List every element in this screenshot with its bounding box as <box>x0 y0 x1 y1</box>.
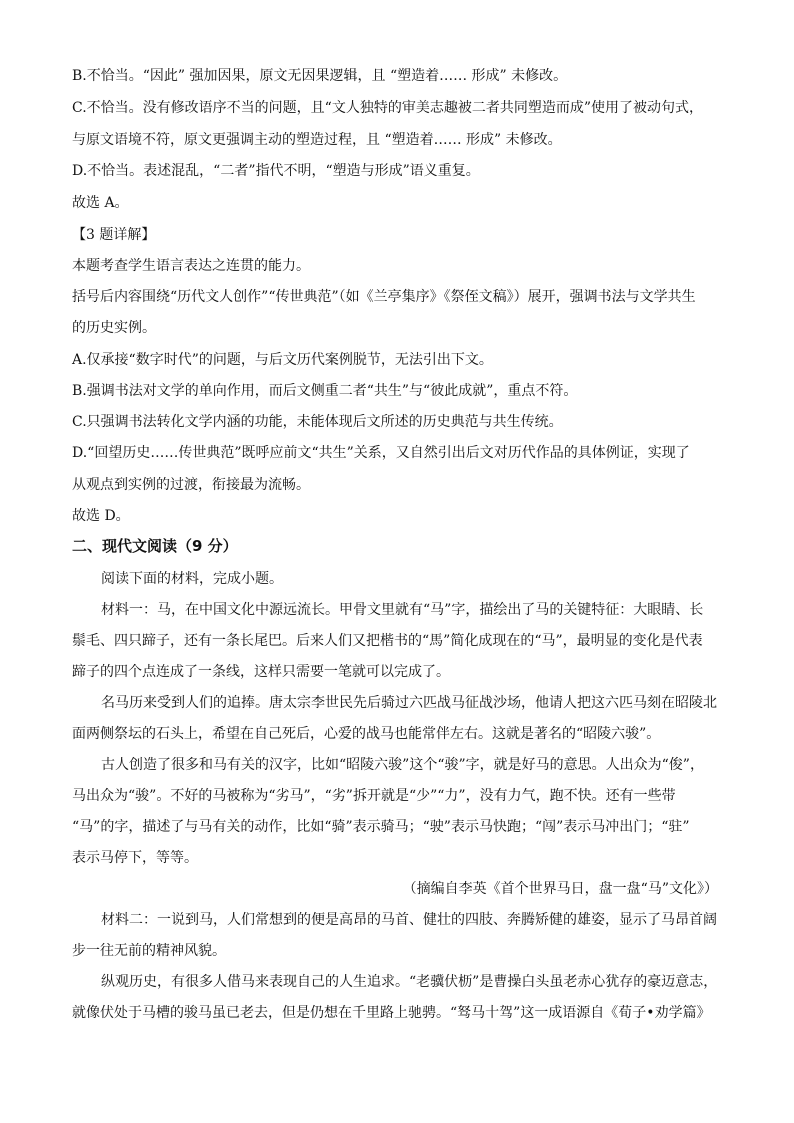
q3-option-d-line1: D.“回望历史……传世典范”既呼应前文“共生”关系，又自然引出后文对历代作品的具体例证，实现了 <box>72 445 690 461</box>
material1-para2-line2: 面两侧祭坛的石头上，希望在自己死后，心爱的战马也能常伴左右。这就是著名的“昭陵六骏”。 <box>72 726 661 742</box>
q3-option-c: C.只强调书法转化文学内涵的功能，未能体现后文所述的历史典范与共生传统。 <box>72 414 563 430</box>
question-3-intro: 本题考查学生语言表达之连贯的能力。 <box>72 258 310 274</box>
reading-instruction: 阅读下面的材料，完成小题。 <box>101 571 283 587</box>
section-title: 二、现代文阅读（9 分） <box>72 537 238 555</box>
q3-option-a: A.仅承接“数字时代”的问题，与后文历代案例脱节，无法引出下文。 <box>72 352 493 368</box>
material1-para1-line2: 鬃毛、四只蹄子，还有一条长尾巴。后来人们又把楷书的“馬”简化成现在的“马”，最明显的变化是代表 <box>72 633 703 649</box>
material2-para2-line2: 就像伏处于马槽的骏马虽已老去，但是仍想在千里路上驰骋。“驽马十驾”这一成语源自《荀子•劝学篇》 <box>72 1005 711 1021</box>
question-3-analysis-line2: 的历史实例。 <box>72 320 156 336</box>
material1-source: （摘编自李英《首个世界马日，盘一盘“马”文化》） <box>402 881 718 897</box>
material1-para3-line4: 表示马停下，等等。 <box>72 850 198 866</box>
option-c-analysis-line2: 与原文语境不符，原文更强调主动的塑造过程，且 “塑造着…… 形成” 未修改。 <box>72 132 562 148</box>
answer-choice-d: 故选 D。 <box>72 508 130 524</box>
material1-para3-line3: “马”的字，描述了与马有关的动作，比如“骑”表示骑马；“驶”表示马快跑；“闯”表示马冲出门；“驻” <box>72 819 690 835</box>
answer-choice-a: 故选 A。 <box>72 195 129 211</box>
option-b-analysis: B.不恰当。“因此” 强加因果，原文无因果逻辑，且 “塑造着…… 形成” 未修改。 <box>72 68 568 84</box>
material1-para1-line3: 蹄子的四个点连成了一条线，这样只需要一笔就可以完成了。 <box>72 664 450 680</box>
material2-para1-line2: 步一往无前的精神风貌。 <box>72 943 226 959</box>
option-c-analysis-line1: C.不恰当。没有修改语序不当的问题，且“文人独特的审美志趣被二者共同塑造而成”使用了被动句式， <box>72 100 703 116</box>
q3-option-b: B.强调书法对文学的单向作用，而后文侧重二者“共生”与“彼此成就”，重点不符。 <box>72 383 578 399</box>
option-d-analysis: D.不恰当。表述混乱，“二者”指代不明，“塑造与形成”语义重复。 <box>72 163 480 179</box>
question-3-analysis-line1: 括号后内容围绕“历代文人创作”“传世典范”（如《兰亭集序》《祭侄文稿》）展开，强调书法与文学共生 <box>72 289 696 305</box>
material1-para2-line1: 名马历来受到人们的追捧。唐太宗李世民先后骑过六匹战马征战沙场，他请人把这六匹马刻在昭陵北 <box>101 695 717 711</box>
material1-para1-line1: 材料一：马，在中国文化中源远流长。甲骨文里就有“马”字，描绘出了马的关键特征：大眼睛、长 <box>101 602 704 618</box>
material1-para3-line1: 古人创造了很多和马有关的汉字，比如“昭陵六骏”这个“骏”字，就是好马的意思。人出众为“俊”， <box>101 757 704 773</box>
material2-para1-line1: 材料二：一说到马，人们常想到的便是高昂的马首、健壮的四肢、奔腾矫健的雄姿，显示了马昂首阔 <box>101 912 717 928</box>
material1-para3-line2: 马出众为“骏”。不好的马被称为“劣马”，“劣”拆开就是“少”“力”，没有力气，跑不快。还有一些带 <box>72 788 676 804</box>
q3-option-d-line2: 从观点到实例的过渡，衔接最为流畅。 <box>72 477 310 493</box>
material2-para2-line1: 纵观历史，有很多人借马来表现自己的人生追求。“老骥伏枥”是曹操白头虽老赤心犹存的豪迈意志， <box>101 974 718 990</box>
question-3-heading: 【3 题详解】 <box>72 227 156 243</box>
